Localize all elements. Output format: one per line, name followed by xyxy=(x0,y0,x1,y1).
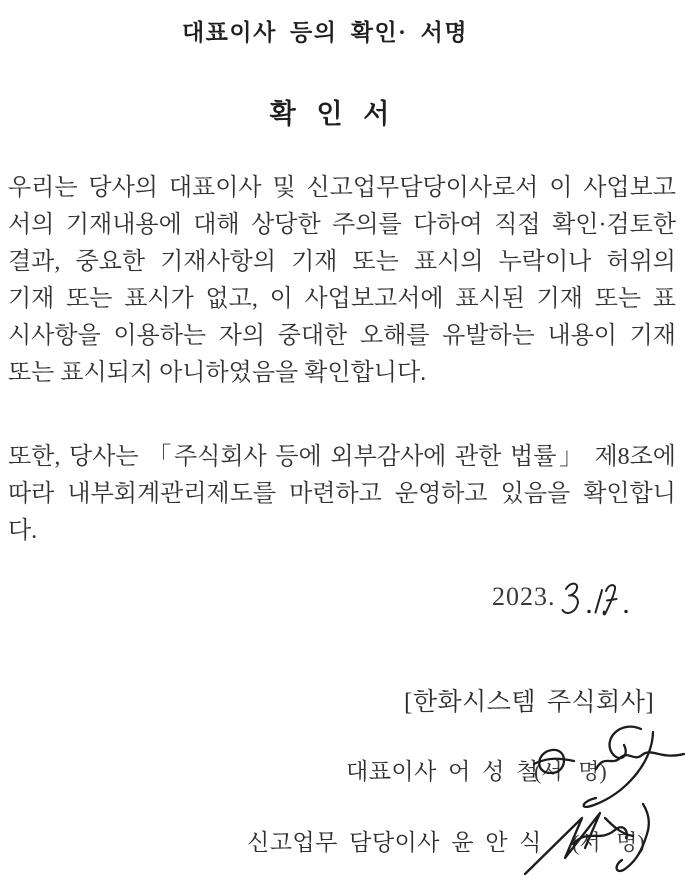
handwritten-date-icon xyxy=(556,578,641,624)
paragraph-line: 따라 내부회계관리제도를 마련하고 운영하고 있음을 확인합니 xyxy=(8,481,676,507)
date-printed-year: 2023. xyxy=(492,582,556,611)
document-subtitle: 확 인 서 xyxy=(269,99,391,129)
body-paragraph-1 xyxy=(8,170,676,392)
signer-role-name: 대표이사 어 성 철 xyxy=(346,759,539,784)
paragraph-line: 시사항을 이용하는 자의 중대한 오해를 유발하는 내용이 기재 xyxy=(8,323,676,349)
paragraph-line: 우리는 당사의 대표이사 및 신고업무담당이사로서 이 사업보고 xyxy=(8,175,676,201)
signature-placeholder: (서 명) xyxy=(572,830,645,855)
paragraph-line: 결과, 중요한 기재사항의 기재 또는 표시의 누락이나 허위의 xyxy=(8,249,676,275)
document-title: 대표이사 등의 확인· 서명 xyxy=(181,20,469,45)
paragraph-line: 또는 표시되지 아니하였음을 확인합니다. xyxy=(8,360,427,386)
paragraph-line: 또한, 당사는 「주식회사 등에 외부감사에 관한 법률」 제8조에 xyxy=(8,444,676,470)
company-name: [한화시스템 주식회사] xyxy=(404,689,655,716)
paragraph-line: 기재 또는 표시가 없고, 이 사업보고서에 표시된 기재 또는 표 xyxy=(8,286,676,312)
signer-role-name: 신고업무 담당이사 윤 안 식 xyxy=(247,830,542,855)
paragraph-line: 다. xyxy=(8,518,38,544)
signature-placeholder: (서 명) xyxy=(534,759,607,784)
body-paragraph-2 xyxy=(8,439,676,550)
paragraph-line: 서의 기재내용에 대해 상당한 주의를 다하여 직접 확인·검토한 xyxy=(8,212,676,238)
signer-row-reporting-director xyxy=(247,824,542,857)
director-signature-icon xyxy=(515,798,675,882)
date-line xyxy=(0,578,689,626)
